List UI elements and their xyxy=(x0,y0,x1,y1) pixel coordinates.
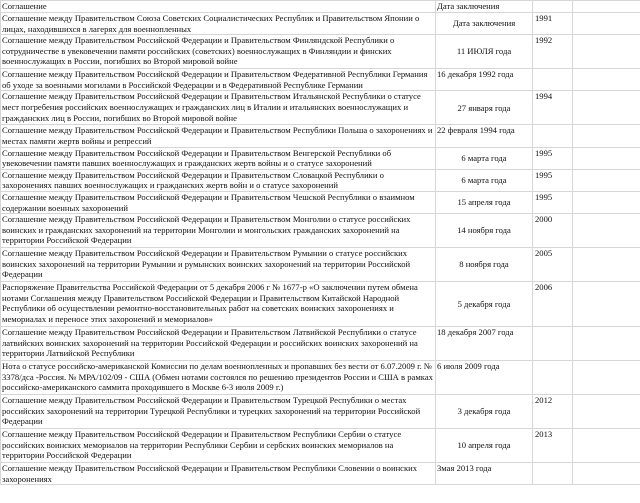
agreement-date: 18 декабря 2007 года xyxy=(436,327,533,361)
header-empty-1 xyxy=(533,1,573,13)
agreement-title: Соглашение между Правительством Российской Федерации и Правительством Турецкой Республики о местах российских захоронений на территории Турецкой Республики и турецких захоронений на территории Российской Федерации xyxy=(1,395,436,429)
agreement-title: Соглашение между Правительством Российской Федерации и Правительством Латвийской Республики о статусе латвийских воинских захоронений на территории Российской Федерации и российских воинских захоронений на территории Латвийской Республики xyxy=(1,327,436,361)
empty-cell xyxy=(573,35,640,69)
empty-cell xyxy=(573,214,640,248)
table-row xyxy=(1,147,640,169)
agreement-title: Соглашение между Правительством Российской Федерации и Правительством Словацкой Республики о захоронениях павших военнослужащих и гражданских жертв войн и о статусе захоронений xyxy=(1,169,436,191)
agreement-title: Соглашение между Правительством Российской Федерации и Правительством Венгерской Республики об увековечении памяти павших военнослужащих и гражданских жертв войны и о статусе захоронений xyxy=(1,147,436,169)
agreement-year: 2005 xyxy=(533,248,573,282)
agreement-title: Соглашение между Правительством Российской Федерации и Правительством Румынии о статусе российских воинских захоронений на территории Румынии и румынских воинских захоронений на территории Российской Федерации xyxy=(1,248,436,282)
agreement-year: 1994 xyxy=(533,91,573,125)
agreement-year: 2000 xyxy=(533,214,573,248)
table-row xyxy=(1,91,640,125)
agreement-date: 14 ноября года xyxy=(436,214,533,248)
empty-cell xyxy=(573,191,640,213)
empty-cell xyxy=(573,91,640,125)
agreement-year xyxy=(533,69,573,91)
table-row xyxy=(1,69,640,91)
agreement-title: Соглашение между Правительством Российской Федерации и Правительством Монголии о статусе российских воинских и гражданских захоронений на территории Монголии и монгольских гражданских захоронений на территории Российской Федерации xyxy=(1,214,436,248)
agreement-date: 8 ноября года xyxy=(436,248,533,282)
agreement-year: 1995 xyxy=(533,147,573,169)
agreement-date: 15 апреля года xyxy=(436,191,533,213)
empty-cell xyxy=(573,282,640,327)
agreement-date: 6 июля 2009 года xyxy=(436,361,533,395)
agreement-date: Дата заключения xyxy=(436,13,533,35)
agreement-year xyxy=(533,361,573,395)
agreement-date: 22 февраля 1994 года xyxy=(436,125,533,147)
table-row xyxy=(1,282,640,327)
agreement-title: Нота о статусе российско-американской Комиссии по делам военнопленных и пропавших без вести от 6.07.2009 г. № 3378/дса -Россия. № МРА/102/09 - США (Обмен нотами состоялся по решению президентов России и США в рамках российско-американского саммита проходившего в Москве 6-3 июля 2009 г.) xyxy=(1,361,436,395)
empty-cell xyxy=(573,69,640,91)
table-row xyxy=(1,361,640,395)
agreement-year: 2013 xyxy=(533,429,573,463)
table-row xyxy=(1,191,640,213)
agreement-date: 16 декабря 1992 года xyxy=(436,69,533,91)
agreement-date: 10 апреля года xyxy=(436,429,533,463)
empty-cell xyxy=(573,13,640,35)
agreement-year: 2006 xyxy=(533,282,573,327)
empty-cell xyxy=(573,429,640,463)
empty-cell xyxy=(573,125,640,147)
table-row xyxy=(1,395,640,429)
table-row xyxy=(1,125,640,147)
agreement-title: Соглашение между Правительством Российской Федерации и Правительством Федеративной Республики Германия об уходе за военными могилами в Российской Федерации и в Федеративной Республике Германии xyxy=(1,69,436,91)
header-agreement: Соглашение xyxy=(1,1,436,13)
empty-cell xyxy=(573,327,640,361)
agreement-date: 5 декабря года xyxy=(436,282,533,327)
empty-cell xyxy=(573,463,640,485)
agreement-date: 3мая 2013 года xyxy=(436,463,533,485)
agreement-title: Соглашение между Правительством Союза Советских Социалистических Республик и Правительством Японии о лицах, находившихся в лагерях для военнопленных xyxy=(1,13,436,35)
agreement-year xyxy=(533,125,573,147)
empty-cell xyxy=(573,361,640,395)
agreement-year: 2012 xyxy=(533,395,573,429)
agreement-year: 1995 xyxy=(533,169,573,191)
header-date: Дата заключения xyxy=(436,1,533,13)
agreement-year: 1992 xyxy=(533,35,573,69)
agreement-year: 1995 xyxy=(533,191,573,213)
table-row xyxy=(1,429,640,463)
agreement-title: Соглашение между Правительством Российской Федерации и Правительством Республики Польша о захоронениях и местах памяти жертв войны и репрессий xyxy=(1,125,436,147)
table-row xyxy=(1,248,640,282)
agreement-year: 1991 xyxy=(533,13,573,35)
agreement-date: 6 марта года xyxy=(436,147,533,169)
header-empty-2 xyxy=(573,1,640,13)
agreement-date: 6 марта года xyxy=(436,169,533,191)
table-row xyxy=(1,169,640,191)
agreement-year xyxy=(533,327,573,361)
table-row xyxy=(1,35,640,69)
empty-cell xyxy=(573,169,640,191)
table-row xyxy=(1,463,640,485)
agreement-date: 11 ИЮЛЯ года xyxy=(436,35,533,69)
table-row xyxy=(1,13,640,35)
empty-cell xyxy=(573,147,640,169)
agreement-date: 3 декабря года xyxy=(436,395,533,429)
agreement-title: Соглашение между Правительством Российской Федерации и Правительством Чешской Республики о взаимном содержании военных захоронений xyxy=(1,191,436,213)
agreement-title: Соглашение между Правительством Российской Федерации и Правительством Республики Словении о воинских захоронениях xyxy=(1,463,436,485)
agreement-title: Соглашение между Правительством Российской Федерации и Правительством Итальянской Республики о статусе мест погребения российских военнослужащих и гражданских лиц в Италии и итальянских военнослужащих и гражданских лиц в России, погибших во Второй мировой войне xyxy=(1,91,436,125)
table-header-row xyxy=(1,1,640,13)
agreement-year xyxy=(533,463,573,485)
table-row xyxy=(1,327,640,361)
agreement-title: Соглашение между Правительством Российской Федерации и Правительством Финляндской Республики о сотрудничестве в увековечении памяти российских (советских) военнослужащих в Финляндии и финских военнослужащих в России, погибших во Второй мировой войне xyxy=(1,35,436,69)
table-row xyxy=(1,214,640,248)
agreement-date: 27 января года xyxy=(436,91,533,125)
empty-cell xyxy=(573,248,640,282)
agreement-title: Соглашение между Правительством Российской Федерации и Правительством Республики Сербии о статусе российских воинских мемориалов на территории Республики Сербии и сербских воинских мемориалов на территории Российской Федерации xyxy=(1,429,436,463)
agreement-title: Распоряжение Правительства Российской Федерации от 5 декабря 2006 г № 1677-р «О заключении путем обмена нотами Соглашения между Правительством Российской Федерации и Правительством Китайской Народной Республики об осуществлении ремонтно-восстановительных работ на советских воинских захоронениях и мемориалах и переносе этих захоронений и мемориалов» xyxy=(1,282,436,327)
empty-cell xyxy=(573,395,640,429)
